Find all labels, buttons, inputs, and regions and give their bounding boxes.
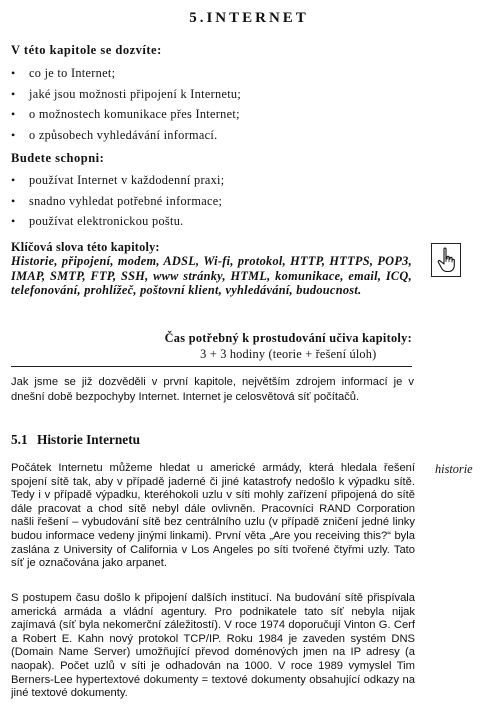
list-item: • o způsobech vyhledávání informací. [11, 125, 241, 146]
list-item: • co je to Internet; [11, 63, 241, 84]
learn-list [11, 63, 241, 145]
study-time-label: Čas potřebný k prostudování učiva kapitoly: [164, 331, 412, 345]
pointing-hand-icon [431, 243, 461, 277]
list-item: • snadno vyhledat potřebné informace; [11, 191, 225, 212]
study-time-value: 3 + 3 hodiny (teorie + řešení úloh) [200, 347, 377, 361]
bullet-icon: • [11, 86, 16, 101]
bullet-icon: • [11, 173, 16, 187]
bullet-icon: • [11, 214, 16, 228]
section-heading [11, 432, 140, 448]
list-item: • jaké jsou možnosti připojení k Internetu; [11, 84, 241, 105]
keywords-list: Historie, připojení, modem, ADSL, Wi-fi, protokol, HTTP, HTTPS, POP3, IMAP, SMTP, FTP, SSH, www stránky, HTML, komunikace, email, ICQ, telefonování, prohlížeč, poštovní klient, vyhledávání, budoucnost. [11, 254, 412, 298]
margin-note: historie [435, 462, 473, 476]
divider [11, 366, 412, 367]
chapter-title: 5.INTERNET [189, 10, 309, 26]
list-item: • o možnostech komunikace přes Internet; [11, 104, 241, 125]
bullet-icon: • [11, 127, 16, 142]
keywords-block [11, 240, 412, 298]
skills-list [11, 170, 225, 232]
list-item: • používat elektronickou poštu. [11, 211, 225, 232]
paragraph: S postupem času došlo k připojení dalších institucí. Na budování sítě přispívala americká armáda a vládní agentury. Pro podnikatele tato síť nebyla nijak zajímavá (síť byla nekomerční záležitostí). V roce 1974 doporučují Vinton G. Cerf a Robert E. Kahn nový protokol TCP/IP. Roku 1984 je zaveden systém DNS (Domain Name Server) umožňující převod doménových jmen na IP adresy (a naopak). Počet uzlů v síti je odhadován na 1000. V roce 1989 vymyslel Tim Berners-Lee hypertextové dokumenty = textové dokumenty obsahující odkazy na jiné textové dokumenty. [11, 592, 415, 700]
bullet-icon: • [11, 107, 16, 121]
intro-paragraph: Jak jsme se již dozvěděli v první kapitole, největším zdrojem informací je v dnešní době bezpochyby Internet. Internet je celosvětová síť počítačů. [11, 376, 414, 404]
paragraph: Počátek Internetu můžeme hledat u americké armády, která hledala řešení spojení sítě tak, aby v případě jaderné či jiné katastrofy nedošlo k výpadku sítě. Tedy i v případě výpadku, kteréhokoli uzlu v síti mohly zařízení připojená do sítě dále pracovat a chod sítě nebyl dále ovlivněn. Pracovníci RAND Corporation našli řešení – vybudování sítě bez centrálního uzlu (v případě zničení jedné linky budou informace vedeny jinými linkami). První věta „Are you receiving this?“ byla zaslána z University of California v Los Angeles po síti tvořené čtyřmi uzly. Tato síť je označována jako arpanet. [11, 462, 415, 570]
bullet-icon: • [11, 193, 16, 208]
section-number: 5.1 [11, 432, 28, 447]
bullet-icon: • [11, 66, 16, 80]
list-item: • používat Internet v každodenní praxi; [11, 170, 225, 191]
learn-heading: V této kapitole se dozvíte: [11, 43, 162, 57]
keywords-heading: Klíčová slova této kapitoly: [11, 240, 160, 254]
study-time [165, 330, 412, 362]
skills-heading: Budete schopni: [11, 151, 105, 165]
section-title: Historie Internetu [37, 432, 141, 447]
